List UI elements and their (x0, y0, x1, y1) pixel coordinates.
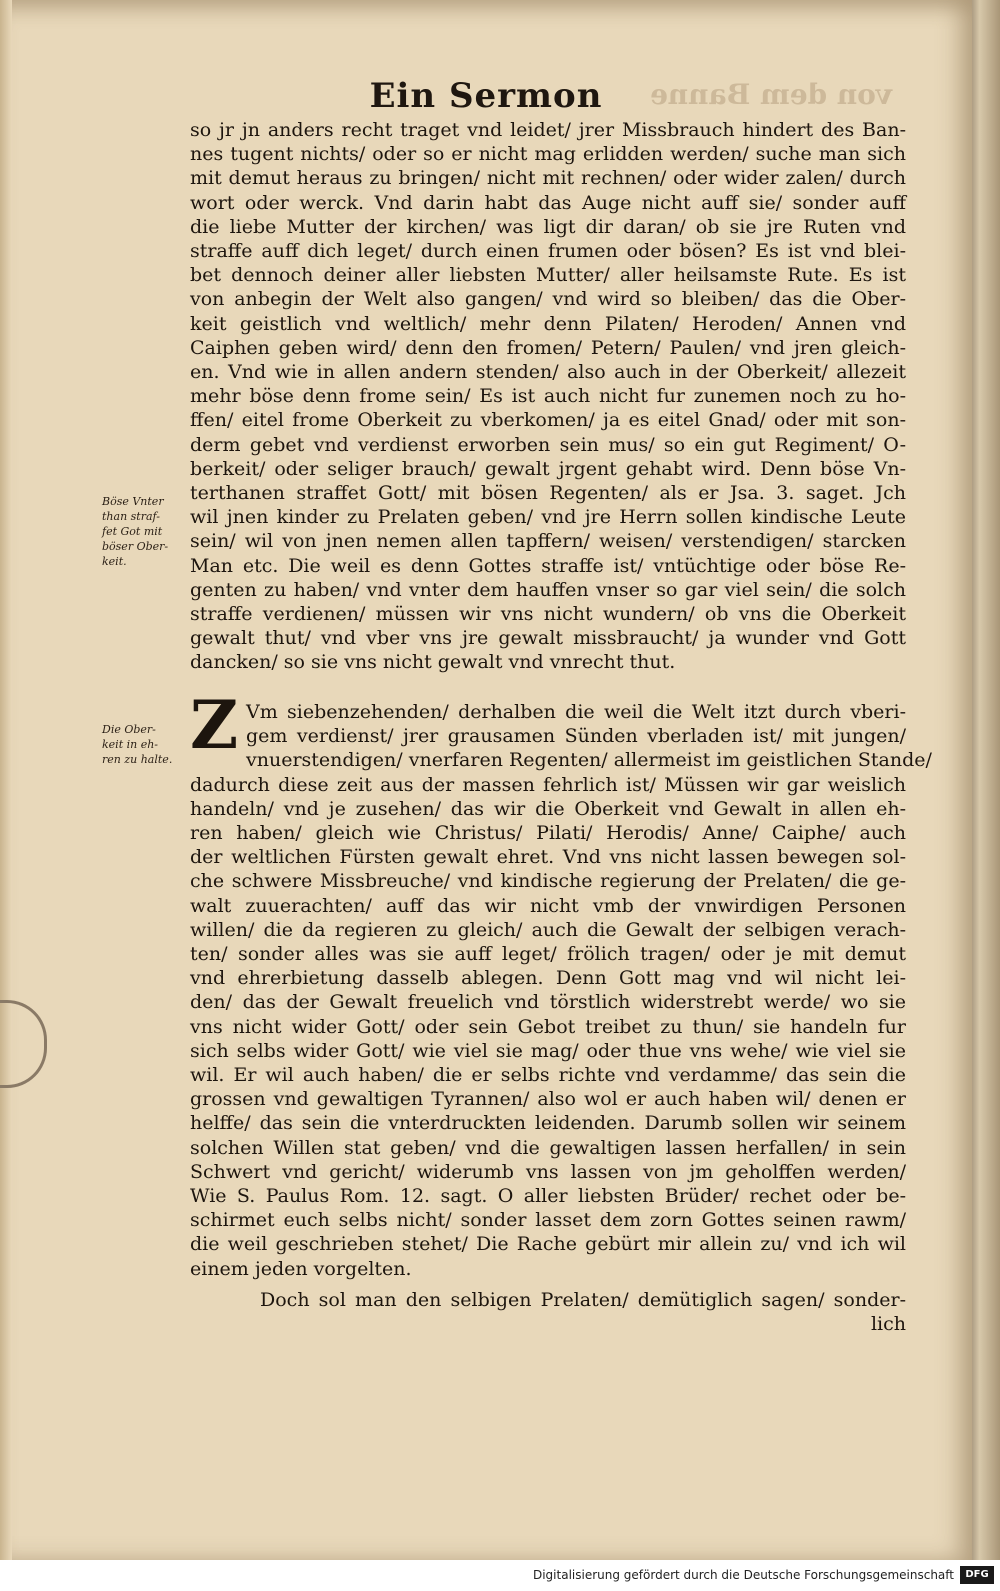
bleed-through-text: von dem Banne (650, 78, 893, 111)
running-head: Ein Sermon (369, 76, 603, 116)
margin-note-2 (102, 722, 190, 767)
text-line: gem verdienst/ jrer grausamen Sünden vberladen ist/ mit jungen/ (246, 725, 906, 748)
text-line: derm gebet vnd verdienst erworben sein mus/ so ein gut Regiment/ O- (190, 433, 906, 456)
text-line: ffen/ eitel frome Oberkeit zu vberkomen/ ja es eitel Gnad/ oder mit son- (190, 409, 906, 432)
margin-note-line: than straf- (102, 510, 160, 523)
text-line: schirmet euch selbs nicht/ sonder lasset dem zorn Gottes seinen rawm/ (190, 1209, 906, 1232)
text-line: che schwere Missbreuche/ vnd kindische regierung der Prelaten/ die ge- (190, 870, 906, 893)
margin-note-line: fet Got mit (102, 525, 163, 538)
text-line: helffe/ das sein die vnterdruckten leidenden. Darumb sollen wir seinem (190, 1112, 906, 1135)
text-line: walt zuuerachten/ auff das wir nicht vmb der vnwirdigen Personen (190, 894, 906, 917)
text-line: Schwert vnd gericht/ widerumb vns lassen von jm geholffen werden/ (190, 1160, 906, 1183)
text-line: bet dennoch deiner aller liebsten Mutter/ aller heilsamste Rute. Es ist (190, 264, 906, 287)
paragraph-3 (190, 1288, 906, 1336)
text-line: mit demut heraus zu bringen/ nicht mit rechnen/ oder wider zalen/ durch (190, 167, 906, 190)
text-line: terthanen straffet Gott/ mit bösen Regenten/ als er Jsa. 3. saget. Jch (190, 482, 906, 505)
text-line: grossen vnd gewaltigen Tyrannen/ also wol er auch haben wil/ denen er (190, 1088, 906, 1111)
text-line: von anbegin der Welt also gangen/ vnd wird so bleiben/ das die Ober- (190, 288, 906, 311)
paragraph-2 (190, 700, 932, 1281)
text-line: berkeit/ oder seliger brauch/ gewalt jrgent gehabt wird. Denn böse Vn- (190, 457, 906, 480)
text-line: wort oder werck. Vnd darin habt das Auge nicht auff sie/ sonder auff (190, 191, 906, 214)
margin-note-line: Böse Vnter (102, 495, 164, 508)
text-line: dancken/ so sie vns nicht gewalt vnd vnrecht thut. (190, 651, 676, 674)
digitization-footer (0, 1560, 1000, 1591)
text-line: handeln/ vnd je zusehen/ das wir die Oberkeit vnd Gewalt in allen eh- (190, 797, 906, 820)
margin-note-line: böser Ober- (102, 540, 169, 553)
text-line: sein/ wil von jnen nemen allen tapffern/ weisen/ verstendigen/ starcken (190, 530, 906, 553)
text-line: Wie S. Paulus Rom. 12. sagt. O aller liebsten Brüder/ rechet oder be- (190, 1185, 906, 1208)
text-line: vns nicht wider Gott/ oder sein Gebot treibet zu thun/ sie handeln fur (190, 1015, 906, 1038)
text-line: ten/ sonder alles was sie auff leget/ frölich tragen/ oder je mit demut (190, 943, 906, 966)
text-line: nes tugent nichts/ oder so er nicht mag erlidden werden/ suche man sich (190, 143, 906, 166)
text-line: mehr böse denn frome sein/ Es ist auch nicht fur zunemen noch zu ho- (190, 385, 906, 408)
page-gutter (0, 0, 12, 1560)
dfg-logo: DFG (960, 1566, 994, 1584)
text-line: wil jnen kinder zu Prelaten geben/ vnd jre Herrn sollen kindische Leute (190, 506, 906, 529)
text-line: gewalt thut/ vnd vber vns jre gewalt missbraucht/ ja wunder vnd Gott (190, 627, 906, 650)
margin-note-line: keit. (102, 555, 127, 568)
paragraph-1 (190, 118, 906, 675)
page-clasp-loop (0, 1000, 47, 1088)
footer-credit: Digitalisierung gefördert durch die Deutsche Forschungsgemeinschaft (532, 1568, 954, 1582)
text-line: Vm siebenzehenden/ derhalben die weil die Welt itzt durch vberi- (246, 701, 906, 723)
margin-note-1 (102, 494, 190, 569)
text-line: vnuerstendigen/ vnerfaren Regenten/ allermeist im geistlichen Stande/ (246, 749, 932, 772)
margin-note-line: Die Ober- (102, 723, 156, 736)
text-line: dadurch diese zeit aus der massen fehrlich ist/ Müssen wir gar weislich (190, 773, 906, 796)
text-line: en. Vnd wie in allen andern stenden/ also auch in der Oberkeit/ allezeit (190, 361, 906, 384)
text-line: genten zu haben/ vnd vnter dem hauffen vnser so gar viel sein/ die solch (190, 578, 906, 601)
text-line: so jr jn anders recht traget vnd leidet/ jrer Missbrauch hindert des Ban- (190, 119, 906, 141)
text-line: Caiphen geben wird/ denn den fromen/ Petern/ Paulen/ vnd jren gleich- (190, 336, 906, 359)
text-line: straffe auff dich leget/ durch einen frumen oder bösen? Es ist vnd blei- (190, 240, 906, 263)
text-line: einem jeden vorgelten. (190, 1257, 412, 1280)
catchword: lich (870, 1313, 906, 1336)
text-line: keit geistlich vnd weltlich/ mehr denn Pilaten/ Heroden/ Annen vnd (190, 312, 906, 335)
text-line: den/ das der Gewalt freuelich vnd törstlich widerstrebt werde/ wo sie (190, 991, 906, 1014)
text-line: die liebe Mutter der kirchen/ was ligt dir daran/ ob sie jre Ruten vnd (190, 215, 906, 238)
text-line: sich selbs wider Gott/ wie viel sie mag/ oder thue vns wehe/ wie viel sie (190, 1039, 906, 1062)
drop-cap-initial: Z (190, 686, 239, 764)
text-line: vnd ehrerbietung dasselb ablegen. Denn Gott mag vnd wil nicht lei- (190, 967, 906, 990)
text-line: straffe verdienen/ müssen wir vns nicht wundern/ ob vns die Oberkeit (190, 603, 906, 626)
margin-note-line: ren zu halte. (102, 753, 173, 766)
text-line: willen/ die da regieren zu gleich/ auch die Gewalt der selbigen verach- (190, 918, 906, 941)
text-line: wil. Er wil auch haben/ die er selbs richte vnd verdamme/ das sein die (190, 1064, 906, 1087)
text-line: die weil geschrieben stehet/ Die Rache gebürt mir allein zu/ vnd ich wil (190, 1233, 906, 1256)
margin-note-line: keit in eh- (102, 738, 159, 751)
text-line: ren haben/ gleich wie Christus/ Pilati/ Herodis/ Anne/ Caiphe/ auch (190, 822, 906, 845)
text-line: Doch sol man den selbigen Prelaten/ demütiglich sagen/ sonder- (260, 1289, 906, 1311)
text-line: der weltlichen Fürsten gewalt ehret. Vnd vns nicht lassen bewegen sol- (190, 846, 906, 869)
text-line: Man etc. Die weil es denn Gottes straffe ist/ vntüchtige oder böse Re- (190, 554, 906, 577)
text-line: solchen Willen stat geben/ vnd die gewaltigen lassen herfallen/ in sein (190, 1136, 906, 1159)
